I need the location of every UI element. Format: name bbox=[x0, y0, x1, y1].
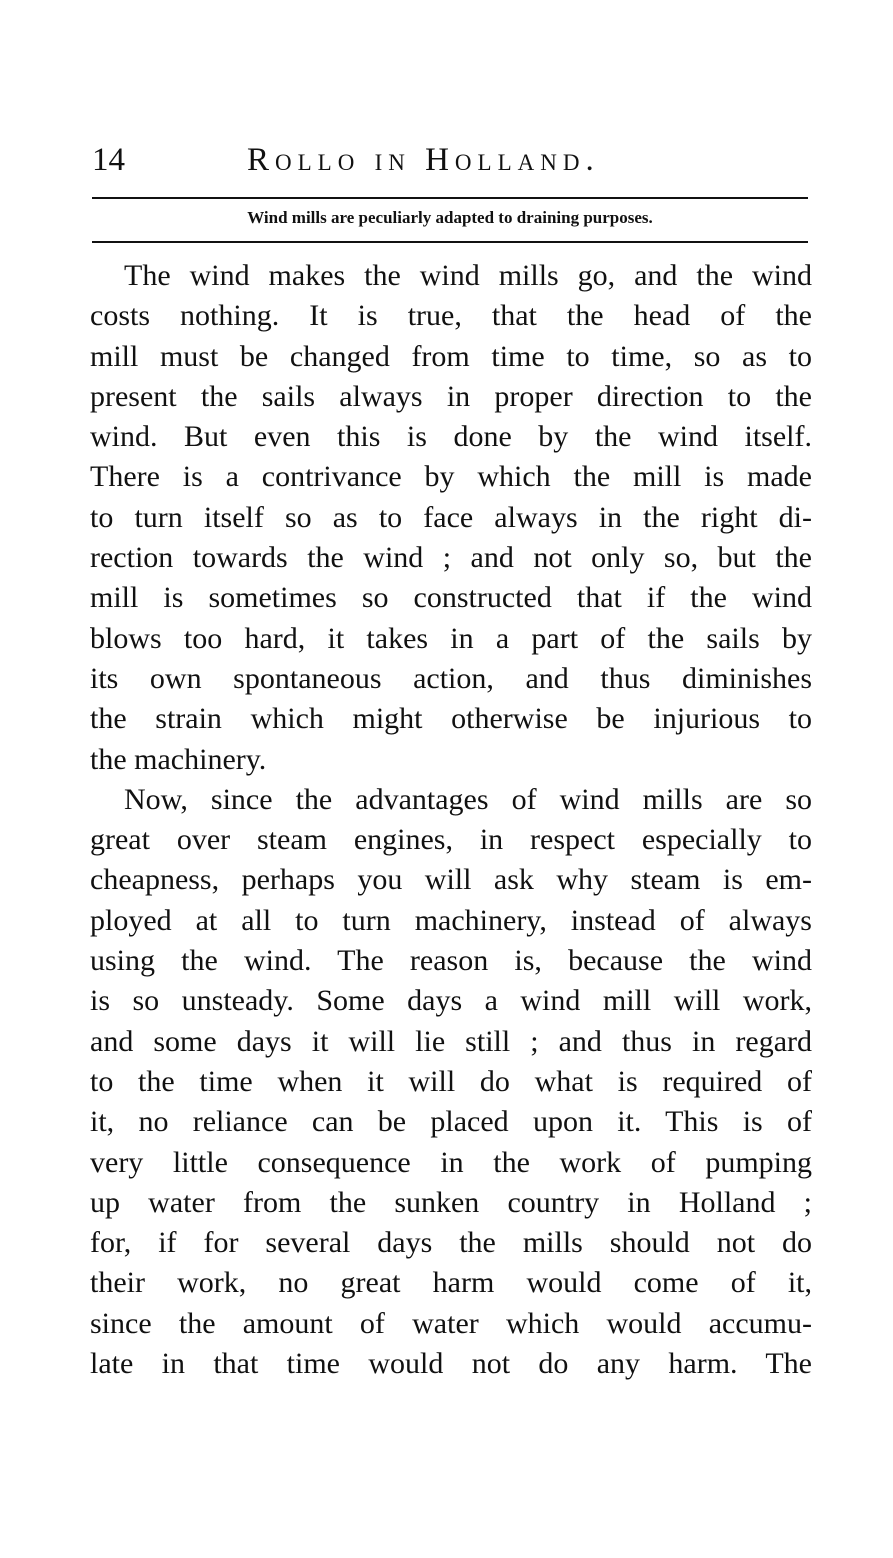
paragraph-2 bbox=[90, 780, 812, 1384]
text-line: mill is sometimes so constructed that if the wind bbox=[90, 581, 812, 615]
text-line: wind. But even this is done by the wind itself. bbox=[90, 420, 812, 454]
text-line: their work, no great harm would come of it, bbox=[90, 1266, 812, 1300]
text-line: very little consequence in the work of pumping bbox=[90, 1145, 812, 1179]
text-line: the machinery. bbox=[90, 742, 267, 776]
text-line: The wind makes the wind mills go, and the wind bbox=[124, 259, 812, 292]
text-line: cheapness, perhaps you will ask why steam is em- bbox=[90, 863, 812, 897]
headnote: Wind mills are peculiarly adapted to draining purposes. bbox=[247, 208, 653, 227]
running-title: Rollo in Holland. bbox=[247, 142, 600, 178]
text-line: costs nothing. It is true, that the head of the bbox=[90, 299, 812, 333]
text-line: rection towards the wind ; and not only so, but the bbox=[90, 541, 812, 575]
text-line: Now, since the advantages of wind mills are so bbox=[124, 782, 812, 816]
text-line: is so unsteady. Some days a wind mill will work, bbox=[90, 984, 812, 1018]
page-number: 14 bbox=[92, 142, 125, 178]
text-line: There is a contrivance by which the mill is made bbox=[90, 460, 812, 494]
text-line: to turn itself so as to face always in the right di- bbox=[90, 500, 812, 534]
text-line: since the amount of water which would accumu- bbox=[90, 1306, 812, 1340]
top-rule bbox=[92, 197, 808, 199]
text-line: its own spontaneous action, and thus diminishes bbox=[90, 661, 812, 695]
paragraph-1 bbox=[90, 256, 812, 780]
body-text bbox=[90, 256, 812, 1384]
bottom-rule bbox=[92, 241, 808, 243]
text-line: ployed at all to turn machinery, instead of always bbox=[90, 903, 812, 937]
text-line: for, if for several days the mills should not do bbox=[90, 1226, 812, 1260]
text-line: great over steam engines, in respect especially to bbox=[90, 823, 812, 857]
text-line: present the sails always in proper direction to the bbox=[90, 379, 812, 413]
text-line: blows too hard, it takes in a part of the sails by bbox=[90, 621, 812, 655]
text-line: and some days it will lie still ; and thus in regard bbox=[90, 1024, 812, 1058]
text-line: up water from the sunken country in Holland ; bbox=[90, 1185, 812, 1219]
text-line: it, no reliance can be placed upon it. This is of bbox=[90, 1105, 812, 1139]
text-line: using the wind. The reason is, because the wind bbox=[90, 944, 812, 978]
text-line: mill must be changed from time to time, so as to bbox=[90, 339, 812, 373]
text-line: to the time when it will do what is required of bbox=[90, 1064, 812, 1098]
text-line: late in that time would not do any harm. The bbox=[90, 1347, 812, 1381]
text-line: the strain which might otherwise be injurious to bbox=[90, 702, 812, 736]
